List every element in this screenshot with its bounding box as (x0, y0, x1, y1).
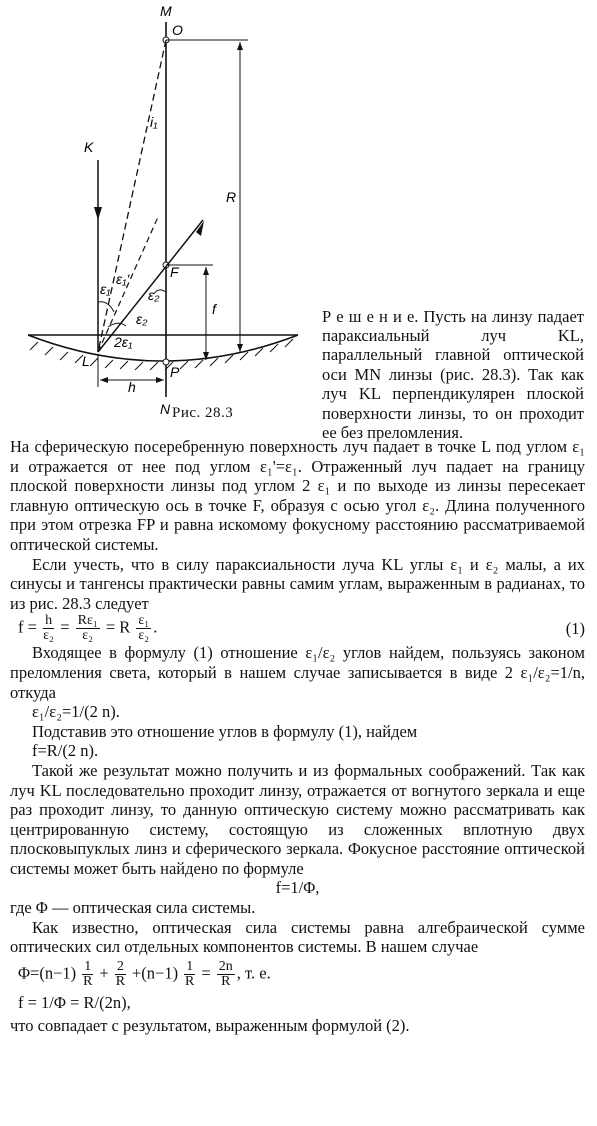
frac-2n-r: $\frac{2n}{R}$ (218, 959, 233, 990)
formula-5-eq: = (201, 963, 211, 983)
label-n: N (160, 401, 171, 417)
label-m: M (160, 3, 172, 19)
label-i1: i₁ (150, 114, 158, 130)
paragraph-5: Такой же результат можно получить и из формальных соображений. Так как луч KL последовательно проходит линзу, отражается от вогнутого зеркала и еще раз проходит линзу, то данную оптическую систему можно рассматривать как центрированную систему, состоящую из сложенных вплотную двух плосковыпуклых линз и сферического зеркала. Фокусное расстояние оптической системы может быть найдено по формуле (10, 760, 585, 878)
paragraph-8: что совпадает с результатом, выраженным формулой (2). (10, 1016, 410, 1036)
label-o: O (172, 22, 183, 38)
frac-re1-e2: $\frac{\text{Rε₁}}{\text{ε₂}}$ (77, 612, 98, 643)
label-2e1: 2ε₁ (114, 334, 133, 350)
paragraph-7: Как известно, оптическая сила системы равна алгебраической сумме оптических сил отдельных компонентов системы. В нашем случае (10, 917, 585, 957)
r-arrow-top-icon (237, 42, 243, 50)
figure-caption: Рис. 28.3 (172, 405, 234, 421)
formula-4: f=1/Φ, (275, 878, 320, 898)
frac-e1-e2: $\frac{\text{ε₁}}{\text{ε₂}}$ (138, 612, 150, 643)
outgoing-ray (98, 220, 203, 352)
formula-5-plus: + (99, 963, 109, 983)
paragraph-2: Если учесть, что в силу параксиальности луча KL углы ε₁ и ε₂ малы, а их синусы и тангенсы практически равны самим углам, выраженным в радианах, то из рис. 28.3 следует (10, 554, 585, 613)
point-p (163, 359, 169, 365)
body-text (10, 437, 585, 1036)
mirror-hatching (30, 339, 293, 370)
figure-28-3 (8, 2, 308, 422)
label-k: K (84, 139, 94, 155)
formula-1-left: f = (18, 617, 37, 637)
h-arrow-left-icon (100, 377, 108, 383)
h-arrow-right-icon (156, 377, 164, 383)
label-f-length: f (212, 301, 216, 317)
f-arrow-top-icon (203, 267, 209, 275)
label-e1: ε₁ (100, 281, 111, 297)
label-l: L (82, 353, 90, 369)
formula-1: f = $\frac{h}{\text{ε₂}}$ = $\frac{\text{Rε₁}}{\text{ε₂}}$ = R $\frac{\text{ε₁}}{\text{ε₂}}$ . (1) (18, 612, 585, 643)
label-e1-prime: ε₁' (116, 271, 130, 287)
paragraph-6: где Φ — оптическая сила системы. (10, 898, 256, 918)
frac-h-e2: $\frac{h}{\text{ε₂}}$ (43, 612, 54, 643)
paragraph-4: Подставив это отношение углов в формулу (1), найдем (32, 721, 418, 741)
solution-intro: Р е ш е н и е. Пусть на линзу падает параксиальный луч KL, параллельный главной оптической оси MN линзы (рис. 28.3). Так как луч KL перпендикулярен плоской поверхности линзы, то он проходит ее без преломления. (322, 306, 584, 442)
angle-arc-e1 (98, 302, 114, 312)
formula-1-eq: = (60, 617, 70, 637)
optics-diagram (8, 2, 308, 422)
label-p: P (170, 364, 180, 380)
paragraph-3: Входящее в формулу (1) отношение ε₁/ε₂ углов найдем, пользуясь законом преломления света, который в нашем случае записывается в виде 2 ε₁/ε₂=1/n, откуда (10, 643, 585, 702)
frac-2-r: $\frac{2}{R}$ (115, 959, 126, 990)
formula-1-number: (1) (565, 618, 585, 638)
arrow-down-icon (94, 207, 102, 220)
formula-5-start: Φ=(n−1) (18, 963, 77, 983)
label-r: R (226, 189, 237, 205)
formula-5-mid: +(n−1) (131, 963, 179, 983)
radius-line (98, 40, 166, 352)
formula-1-r: = R (105, 617, 131, 637)
label-e2: ε₂ (136, 311, 148, 327)
label-h: h (128, 379, 136, 395)
label-e2-top: ε₂ (148, 287, 160, 303)
paragraph-1: На сферическую посеребренную поверхность луч падает в точке L под углом ε₁ и отражается от нее под углом ε₁'=ε₁. Отраженный луч падает на границу плоской поверхности линзы под углом 2 ε₁ и по выходе из линзы пересекает главную оптическую ось в точке F, образуя с осью угол ε₂. Длина полученного при этом отрезка FP и равна искомому фокусному расстоянию рассматриваемой оптической системы. (10, 437, 585, 554)
formula-5-end: , т. е. (236, 963, 271, 983)
formula-5 (10, 957, 585, 993)
frac-1-r-a: $\frac{1}{R}$ (83, 959, 93, 990)
formula-2: ε₁/ε₂=1/(2 n). (32, 702, 120, 722)
label-f-point: F (170, 264, 179, 280)
formula-3: f=R/(2 n). (32, 741, 99, 761)
lens-spherical-surface (28, 335, 298, 361)
r-arrow-bottom-icon (237, 344, 243, 352)
frac-1-r-b: $\frac{1}{R}$ (185, 959, 195, 990)
formula-6: f = 1/Φ = R/(2n), (18, 992, 131, 1012)
